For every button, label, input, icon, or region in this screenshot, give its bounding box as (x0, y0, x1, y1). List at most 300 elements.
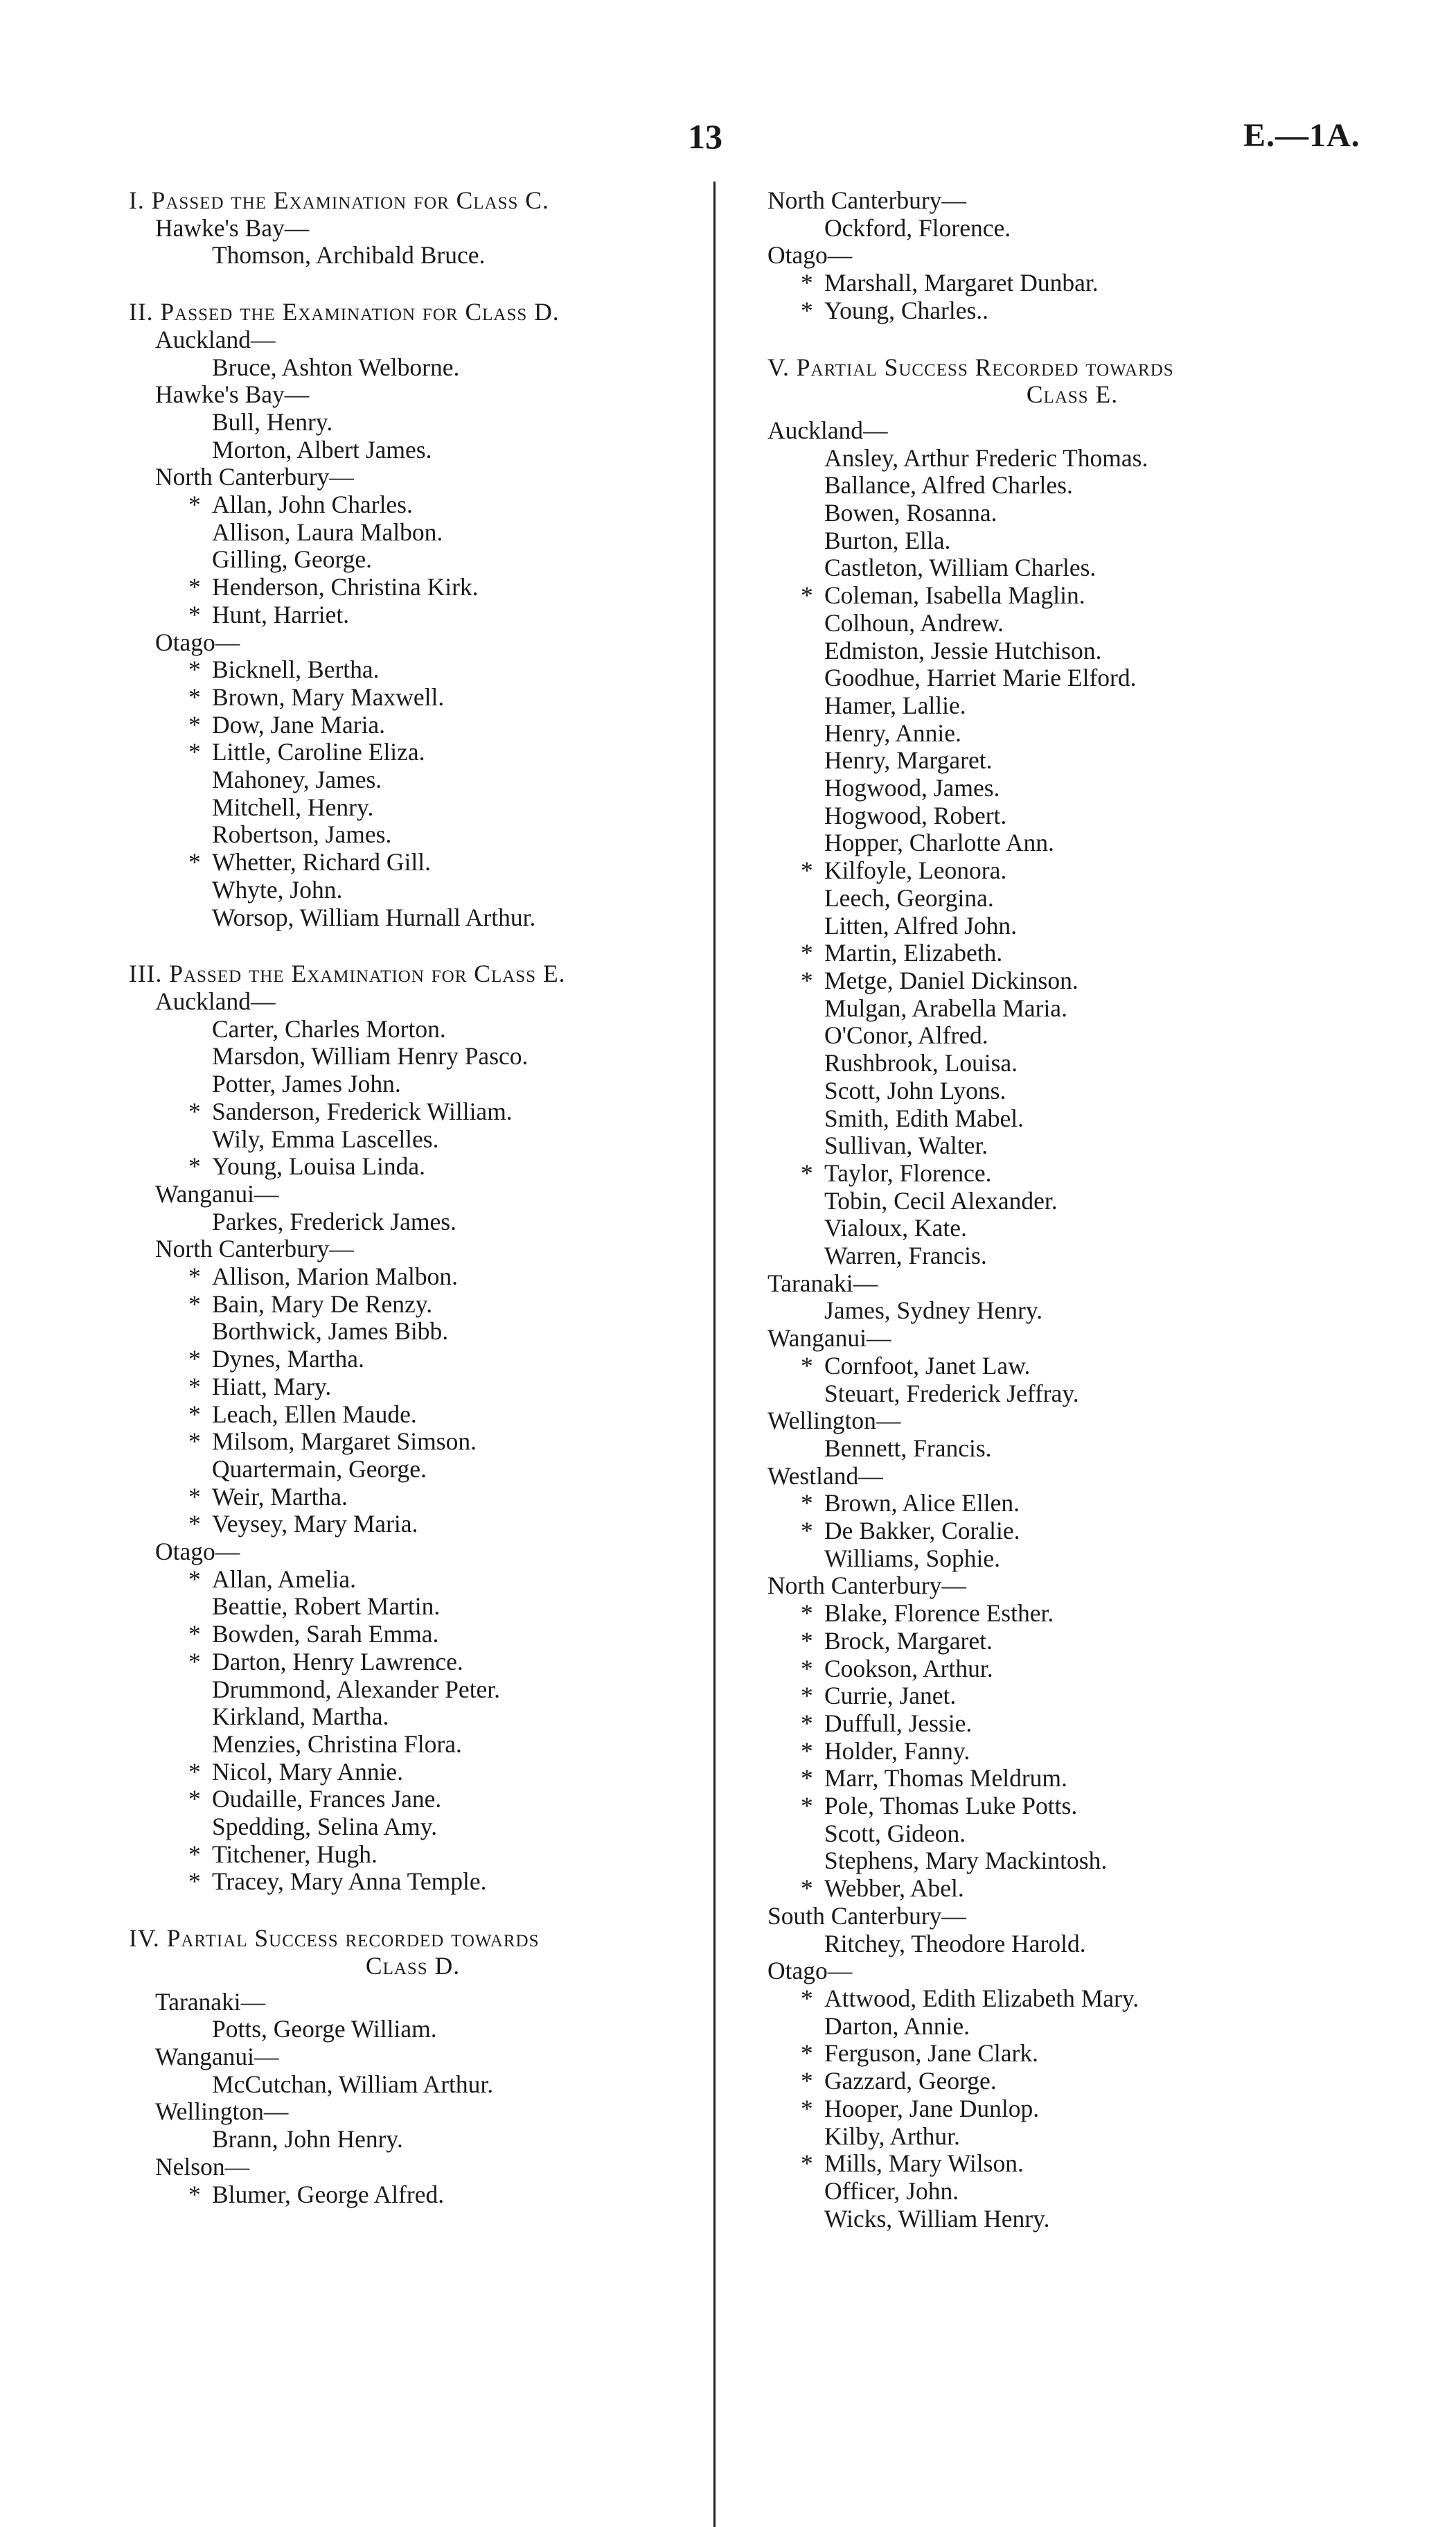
candidate-name: Mulgan, Arabella Maria. (824, 994, 1067, 1022)
candidate-entry (767, 1682, 1377, 1710)
district-heading: Wellington— (767, 1407, 901, 1435)
candidate-name: Worsop, William Hurnall Arthur. (212, 903, 536, 931)
candidate-entry (129, 409, 697, 437)
candidate-entry (767, 1738, 1377, 1766)
candidate-name: Ritchey, Theodore Harold. (824, 1929, 1086, 1957)
candidate-name: Wily, Emma Lascelles. (212, 1125, 439, 1153)
column-divider (713, 182, 716, 2527)
candidate-name: Tobin, Cecil Alexander. (824, 1186, 1058, 1215)
candidate-name: Scott, John Lyons. (824, 1076, 1006, 1104)
candidate-name: Williams, Sophie. (824, 1544, 1000, 1572)
candidate-name: Hiatt, Mary. (212, 1372, 332, 1400)
asterisk-marker: * (188, 1289, 201, 1318)
candidate-entry (767, 1132, 1377, 1160)
candidate-entry (129, 546, 697, 574)
candidate-name: Allan, Amelia. (212, 1565, 357, 1593)
asterisk-marker: * (801, 296, 813, 324)
candidate-name: Little, Caroline Eliza. (212, 738, 425, 766)
asterisk-marker: * (188, 600, 201, 628)
asterisk-marker: * (188, 848, 201, 877)
candidate-name: Whyte, John. (212, 875, 343, 904)
candidate-name: Allison, Laura Malbon. (212, 518, 443, 546)
asterisk-marker: * (188, 1840, 201, 1868)
section-heading-continued: Class E. (1026, 380, 1119, 409)
candidate-entry (767, 2040, 1377, 2068)
candidate-entry (129, 2181, 697, 2209)
candidate-name: Marshall, Margaret Dunbar. (824, 269, 1099, 297)
section-heading: V. Partial Success Recorded towards (767, 353, 1174, 381)
asterisk-marker: * (801, 1792, 813, 1820)
candidate-entry (129, 1208, 697, 1236)
asterisk-marker: * (188, 1400, 201, 1428)
candidate-name: McCutchan, William Arthur. (212, 2070, 494, 2098)
candidate-entry (767, 270, 1377, 297)
candidate-entry (129, 1126, 697, 1154)
candidate-name: Quartermain, George. (212, 1454, 427, 1483)
candidate-name: Bennett, Francis. (824, 1434, 992, 1462)
district-heading: Taranaki— (767, 1269, 878, 1297)
candidate-name: Currie, Janet. (824, 1682, 957, 1710)
asterisk-marker: * (188, 1620, 201, 1648)
candidate-name: Allison, Marion Malbon. (212, 1262, 458, 1291)
candidate-entry (767, 1600, 1377, 1628)
candidate-name: Ansley, Arthur Frederic Thomas. (824, 443, 1148, 472)
candidate-name: Hunt, Harriet. (212, 600, 350, 628)
candidate-name: Blake, Florence Esther. (824, 1599, 1054, 1628)
candidate-name: Wicks, William Henry. (824, 2204, 1050, 2233)
candidate-entry (129, 1511, 697, 1538)
candidate-entry (129, 1456, 697, 1483)
candidate-name: Duffull, Jessie. (824, 1709, 973, 1737)
candidate-name: Brann, John Henry. (212, 2125, 403, 2154)
candidate-entry (767, 500, 1377, 527)
candidate-entry (767, 720, 1377, 748)
candidate-name: Edmiston, Jessie Hutchison. (824, 636, 1102, 664)
document-reference: E.—1A. (1243, 117, 1360, 154)
candidate-entry (129, 1648, 697, 1676)
candidate-name: Hopper, Charlotte Ann. (824, 829, 1054, 857)
candidate-entry (129, 1016, 697, 1044)
candidate-entry (129, 712, 697, 739)
candidate-name: Coleman, Isabella Maglin. (824, 581, 1085, 610)
candidate-entry (767, 297, 1377, 325)
asterisk-marker: * (801, 1764, 813, 1793)
candidate-name: James, Sydney Henry. (824, 1296, 1043, 1325)
candidate-name: Spedding, Selina Amy. (212, 1813, 438, 1841)
candidate-entry (129, 1318, 697, 1346)
candidate-name: Kilby, Arthur. (824, 2122, 960, 2150)
candidate-entry (767, 913, 1377, 940)
candidate-name: Hooper, Jane Dunlop. (824, 2094, 1040, 2122)
candidate-name: Beattie, Robert Martin. (212, 1592, 441, 1621)
candidate-name: Holder, Fanny. (824, 1736, 970, 1765)
district-heading: South Canterbury— (767, 1901, 966, 1930)
candidate-entry (129, 1813, 697, 1841)
candidate-entry (767, 1655, 1377, 1683)
asterisk-marker: * (188, 1262, 201, 1291)
district-heading: Hawke's Bay— (155, 380, 310, 409)
candidate-entry (767, 2068, 1377, 2095)
section-list (767, 187, 1377, 325)
candidate-entry (129, 739, 697, 766)
district-heading: Otago— (155, 628, 240, 656)
district-heading: Wellington— (155, 2097, 289, 2126)
candidate-entry (129, 1868, 697, 1896)
section-list (767, 417, 1377, 2233)
asterisk-marker: * (188, 1867, 201, 1896)
candidate-entry (767, 1297, 1377, 1325)
candidate-name: Mills, Mary Wilson. (824, 2149, 1024, 2178)
candidate-entry (129, 1759, 697, 1786)
candidate-name: Bicknell, Bertha. (212, 655, 380, 684)
asterisk-marker: * (801, 1489, 813, 1517)
candidate-entry (129, 2126, 697, 2154)
candidate-entry (129, 1291, 697, 1319)
candidate-entry (767, 1628, 1377, 1655)
asterisk-marker: * (188, 738, 201, 766)
candidate-entry (129, 1153, 697, 1181)
asterisk-marker: * (188, 491, 201, 519)
candidate-entry (129, 1483, 697, 1511)
section-heading-continued: Class D. (365, 1951, 461, 1980)
candidate-name: Ballance, Alfred Charles. (824, 471, 1073, 500)
candidate-name: Bruce, Ashton Welborne. (212, 353, 460, 381)
candidate-name: Sullivan, Walter. (824, 1132, 988, 1160)
candidate-name: Thomson, Archibald Bruce. (212, 241, 486, 270)
candidate-entry (767, 1820, 1377, 1848)
candidate-entry (129, 1428, 697, 1456)
district-heading: North Canterbury— (767, 186, 966, 214)
asterisk-marker: * (801, 1599, 813, 1628)
asterisk-marker: * (188, 710, 201, 739)
section-list (129, 326, 697, 931)
district-heading: North Canterbury— (767, 1571, 966, 1600)
candidate-name: Oudaille, Frances Jane. (212, 1785, 442, 1813)
candidate-name: Henry, Margaret. (824, 746, 993, 775)
candidate-name: Dynes, Martha. (212, 1345, 364, 1373)
candidate-name: Vialoux, Kate. (824, 1214, 967, 1242)
asterisk-marker: * (188, 1482, 201, 1511)
candidate-name: Officer, John. (824, 2176, 959, 2205)
asterisk-marker: * (188, 1565, 201, 1593)
asterisk-marker: * (188, 1757, 201, 1786)
asterisk-marker: * (188, 683, 201, 711)
page-number: 13 (688, 117, 722, 156)
candidate-name: Hamer, Lallie. (824, 691, 966, 719)
asterisk-marker: * (188, 1427, 201, 1456)
candidate-name: Gazzard, George. (824, 2067, 997, 2095)
asterisk-marker: * (801, 1709, 813, 1737)
candidate-name: Henderson, Christina Kirk. (212, 573, 479, 601)
right-column (767, 187, 1377, 2233)
candidate-entry (767, 2178, 1377, 2205)
asterisk-marker: * (188, 1647, 201, 1675)
candidate-entry (129, 1841, 697, 1869)
candidate-entry (767, 829, 1377, 857)
candidate-entry (767, 1160, 1377, 1188)
district-heading: Otago— (155, 1538, 240, 1566)
asterisk-marker: * (801, 939, 813, 967)
candidate-entry (129, 1786, 697, 1813)
asterisk-marker: * (188, 1372, 201, 1400)
candidate-entry (767, 2123, 1377, 2151)
candidate-entry (129, 1731, 697, 1759)
candidate-name: Dow, Jane Maria. (212, 710, 386, 739)
candidate-name: Kilfoyle, Leonora. (824, 856, 1007, 885)
candidate-name: Nicol, Mary Annie. (212, 1757, 404, 1786)
candidate-name: Warren, Francis. (824, 1242, 987, 1270)
candidate-name: Blumer, George Alfred. (212, 2180, 445, 2208)
asterisk-marker: * (801, 269, 813, 297)
candidate-name: Smith, Edith Mabel. (824, 1104, 1024, 1132)
candidate-name: Leach, Ellen Maude. (212, 1400, 417, 1428)
candidate-name: Rushbrook, Louisa. (824, 1049, 1018, 1077)
candidate-entry (767, 554, 1377, 582)
candidate-name: Bain, Mary De Renzy. (212, 1289, 433, 1318)
candidate-entry (129, 684, 697, 712)
candidate-name: Martin, Elizabeth. (824, 939, 1003, 967)
candidate-name: Morton, Albert James. (212, 435, 432, 464)
candidate-name: Taylor, Florence. (824, 1159, 992, 1187)
candidate-name: Attwood, Edith Elizabeth Mary. (824, 1984, 1139, 2012)
candidate-name: Weir, Martha. (212, 1482, 348, 1511)
candidate-name: Bowden, Sarah Emma. (212, 1620, 439, 1648)
candidate-name: Kirkland, Martha. (212, 1702, 389, 1731)
candidate-name: Ockford, Florence. (824, 213, 1011, 242)
district-heading: Wanganui— (155, 2043, 279, 2070)
section-list (129, 988, 697, 1896)
asterisk-marker: * (188, 1097, 201, 1125)
asterisk-marker: * (188, 2180, 201, 2208)
section-heading: IV. Partial Success recorded towards (129, 1924, 540, 1953)
candidate-entry (767, 610, 1377, 637)
candidate-entry (767, 582, 1377, 610)
candidate-entry (767, 885, 1377, 913)
candidate-name: Brown, Alice Ellen. (824, 1489, 1020, 1517)
candidate-entry (767, 1022, 1377, 1050)
candidate-name: Robertson, James. (212, 820, 392, 849)
candidate-entry (129, 849, 697, 877)
candidate-entry (129, 2016, 697, 2043)
asterisk-marker: * (801, 1626, 813, 1655)
candidate-entry (767, 1490, 1377, 1517)
candidate-entry (767, 527, 1377, 555)
candidate-entry (129, 1566, 697, 1594)
candidate-entry (767, 637, 1377, 665)
candidate-entry (767, 747, 1377, 775)
candidate-entry (767, 692, 1377, 720)
candidate-name: Darton, Annie. (824, 2011, 970, 2040)
asterisk-marker: * (188, 655, 201, 684)
candidate-entry (129, 242, 697, 270)
candidate-entry (129, 519, 697, 547)
section-heading: III. Passed the Examination for Class E. (129, 960, 566, 988)
candidate-entry (767, 445, 1377, 473)
candidate-entry (767, 1242, 1377, 1270)
candidate-entry (767, 1930, 1377, 1958)
candidate-name: Drummond, Alexander Peter. (212, 1675, 501, 1703)
candidate-entry (767, 2150, 1377, 2178)
candidate-name: Mahoney, James. (212, 766, 382, 794)
candidate-name: Marr, Thomas Meldrum. (824, 1764, 1067, 1793)
candidate-name: Marsdon, William Henry Pasco. (212, 1042, 529, 1071)
candidate-name: Cookson, Arthur. (824, 1654, 993, 1682)
candidate-entry (767, 1847, 1377, 1875)
asterisk-marker: * (801, 2094, 813, 2122)
candidate-name: Steuart, Frederick Jeffray. (824, 1379, 1079, 1407)
candidate-entry (129, 1401, 697, 1429)
candidate-name: Potter, James John. (212, 1070, 401, 1098)
district-heading: Westland— (767, 1461, 883, 1490)
district-heading: North Canterbury— (155, 1235, 354, 1263)
district-heading: North Canterbury— (155, 463, 354, 491)
candidate-name: Potts, George William. (212, 2015, 437, 2043)
asterisk-marker: * (188, 1785, 201, 1813)
candidate-entry (767, 1435, 1377, 1463)
candidate-entry (129, 1071, 697, 1098)
candidate-entry (129, 1043, 697, 1071)
candidate-entry (767, 1077, 1377, 1105)
district-heading: Auckland— (155, 325, 276, 353)
asterisk-marker: * (801, 1159, 813, 1187)
candidate-entry (767, 1710, 1377, 1738)
candidate-name: Brown, Mary Maxwell. (212, 683, 445, 711)
candidate-entry (767, 1793, 1377, 1820)
candidate-name: Ferguson, Jane Clark. (824, 2039, 1038, 2068)
candidate-name: Titchener, Hugh. (212, 1840, 378, 1868)
candidate-entry (767, 664, 1377, 692)
candidate-entry (767, 1517, 1377, 1545)
district-heading: Nelson— (155, 2152, 250, 2181)
section-heading: I. Passed the Examination for Class C. (129, 186, 549, 214)
asterisk-marker: * (188, 1152, 201, 1181)
candidate-name: Darton, Henry Lawrence. (212, 1647, 463, 1675)
candidate-name: Veysey, Mary Maria. (212, 1510, 418, 1538)
candidate-entry (767, 1353, 1377, 1380)
candidate-name: Gilling, George. (212, 545, 373, 574)
candidate-entry (767, 1188, 1377, 1215)
candidate-entry (129, 1621, 697, 1648)
candidate-entry (767, 940, 1377, 967)
candidate-entry (129, 1676, 697, 1704)
asterisk-marker: * (801, 1654, 813, 1682)
asterisk-marker: * (801, 856, 813, 885)
asterisk-marker: * (801, 2149, 813, 2178)
candidate-name: Young, Louisa Linda. (212, 1152, 426, 1181)
candidate-name: Hogwood, James. (824, 774, 1000, 802)
section-list (129, 1989, 697, 2209)
asterisk-marker: * (801, 966, 813, 994)
candidate-name: Young, Charles.. (824, 296, 989, 324)
asterisk-marker: * (801, 581, 813, 610)
district-heading: Taranaki— (155, 1987, 266, 2016)
candidate-entry (767, 1380, 1377, 1408)
asterisk-marker: * (801, 1874, 813, 1903)
district-heading: Wanganui— (767, 1324, 891, 1353)
asterisk-marker: * (801, 1351, 813, 1380)
candidate-name: Carter, Charles Morton. (212, 1014, 446, 1043)
candidate-entry (129, 1346, 697, 1373)
candidate-name: Cornfoot, Janet Law. (824, 1351, 1031, 1380)
candidate-name: O'Conor, Alfred. (824, 1021, 988, 1050)
candidate-entry (767, 1545, 1377, 1573)
candidate-entry (767, 857, 1377, 885)
candidate-entry (129, 1098, 697, 1126)
asterisk-marker: * (801, 2039, 813, 2068)
district-heading: Otago— (767, 241, 853, 270)
candidate-name: Webber, Abel. (824, 1874, 964, 1903)
candidate-name: Castleton, William Charles. (824, 554, 1097, 582)
asterisk-marker: * (801, 1736, 813, 1765)
candidate-entry (767, 802, 1377, 830)
candidate-entry (767, 967, 1377, 995)
left-column (129, 187, 697, 2208)
candidate-entry (767, 1050, 1377, 1077)
candidate-entry (129, 1593, 697, 1621)
candidate-name: Henry, Annie. (824, 719, 961, 747)
candidate-entry (767, 2095, 1377, 2123)
candidate-name: Mitchell, Henry. (212, 793, 374, 821)
candidate-entry (129, 1373, 697, 1401)
candidate-entry (767, 1875, 1377, 1903)
candidate-entry (129, 904, 697, 932)
candidate-entry (129, 656, 697, 684)
district-heading: Auckland— (767, 416, 888, 444)
candidate-entry (129, 877, 697, 904)
asterisk-marker: * (801, 1682, 813, 1710)
candidate-entry (129, 1703, 697, 1731)
candidate-name: Sanderson, Frederick William. (212, 1097, 513, 1125)
candidate-name: De Bakker, Coralie. (824, 1517, 1020, 1545)
asterisk-marker: * (188, 1510, 201, 1538)
candidate-name: Whetter, Richard Gill. (212, 848, 431, 877)
candidate-name: Milsom, Margaret Simson. (212, 1427, 477, 1456)
candidate-entry (767, 1985, 1377, 2013)
candidate-name: Brock, Margaret. (824, 1626, 993, 1655)
asterisk-marker: * (801, 2067, 813, 2095)
candidate-entry (129, 766, 697, 794)
candidate-entry (129, 354, 697, 382)
candidate-entry (129, 437, 697, 464)
candidate-entry (767, 995, 1377, 1023)
candidate-name: Leech, Georgina. (824, 883, 994, 912)
candidate-entry (129, 574, 697, 601)
candidate-name: Metge, Daniel Dickinson. (824, 966, 1078, 994)
candidate-entry (767, 472, 1377, 500)
candidate-entry (129, 821, 697, 849)
candidate-name: Allan, John Charles. (212, 491, 413, 519)
candidate-entry (767, 2205, 1377, 2233)
candidate-name: Colhoun, Andrew. (824, 608, 1004, 637)
candidate-entry (767, 775, 1377, 802)
candidate-name: Burton, Ella. (824, 526, 951, 554)
district-heading: Otago— (767, 1957, 853, 1985)
asterisk-marker: * (188, 1345, 201, 1373)
candidate-name: Hogwood, Robert. (824, 801, 1007, 829)
candidate-name: Bowen, Rosanna. (824, 499, 997, 527)
candidate-entry (767, 215, 1377, 243)
section-list (129, 215, 697, 270)
district-heading: Auckland— (155, 987, 276, 1015)
candidate-entry (767, 1105, 1377, 1133)
asterisk-marker: * (801, 1517, 813, 1545)
candidate-entry (129, 1263, 697, 1291)
district-heading: Hawke's Bay— (155, 213, 310, 242)
asterisk-marker: * (188, 573, 201, 601)
candidate-entry (129, 491, 697, 519)
section-heading: II. Passed the Examination for Class D. (129, 298, 560, 326)
candidate-entry (767, 2013, 1377, 2041)
